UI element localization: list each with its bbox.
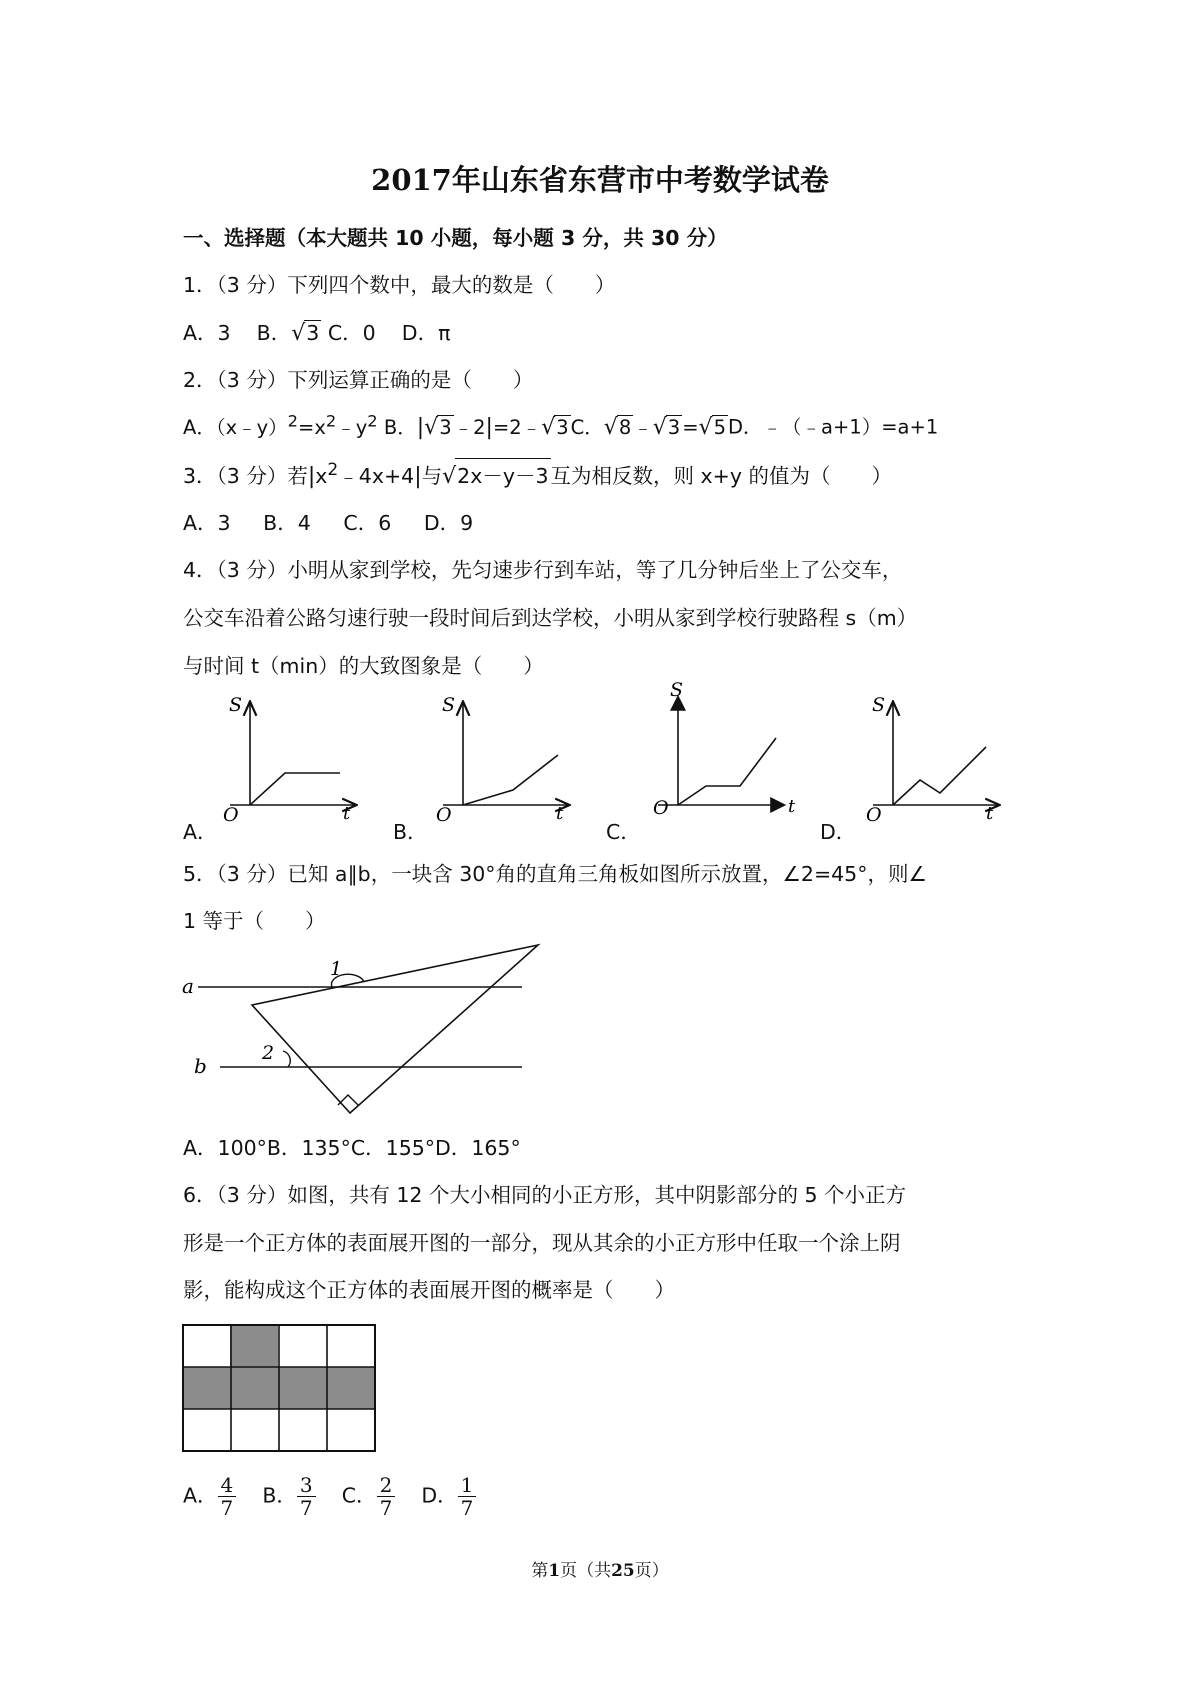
q2-b-radicand: 3	[439, 415, 452, 439]
q3-radicand: 2x－y－3	[455, 458, 550, 489]
q5-line1: 5．（3 分）已知 a∥b，一块含 30°角的直角三角板如图所示放置，∠2=45°，则∠	[183, 862, 927, 886]
q4-line3: 与时间 t（min）的大致图象是（ ）	[183, 654, 544, 678]
sqrt-symbol: √3	[291, 321, 320, 346]
q6-grid-figure	[182, 1324, 378, 1454]
shaded-cell	[230, 1325, 278, 1367]
q2-a-part: =x	[298, 415, 326, 439]
origin-label: O	[653, 797, 669, 819]
q3-part: 与	[421, 464, 443, 488]
q4-graph-d	[858, 694, 1008, 826]
q2-c-label: C．	[570, 415, 604, 439]
origin-label: O	[866, 804, 882, 826]
q2-options	[183, 411, 938, 440]
q2-option-b	[384, 416, 571, 439]
sqrt-symbol: √8	[603, 414, 632, 440]
q5-line2: 1 等于（ ）	[183, 909, 326, 933]
q2-option-d: D．﹣（﹣a+1）=a+1	[728, 415, 939, 439]
line-b-label: b	[194, 1054, 207, 1078]
q2-b-part: ﹣2	[453, 415, 486, 439]
q2-c-part: ﹣	[633, 415, 653, 439]
q4-graph-a	[215, 694, 365, 826]
t-label: t	[986, 803, 994, 824]
t-label: t	[343, 803, 351, 824]
t-label: t	[788, 796, 796, 817]
angle-1-label: 1	[330, 958, 343, 980]
q3-option-b: B．4	[263, 511, 311, 535]
denominator: 7	[379, 1496, 393, 1520]
q6-option-b-label: B．	[262, 1483, 297, 1508]
q5-options: A．100°B．135°C．155°D．165°	[183, 1136, 521, 1160]
q6-option-a-label: A．	[183, 1483, 218, 1508]
page-number: 1	[548, 1561, 561, 1581]
q2-a-part: A．（x﹣y）	[183, 415, 288, 439]
section-heading: 一、选择题（本大题共 10 小题，每小题 3 分，共 30 分）	[183, 226, 728, 250]
q1-option-a: A．3	[183, 321, 231, 345]
q3-stem	[183, 458, 892, 489]
numerator: 3	[297, 1474, 316, 1497]
q3-option-c: C．6	[343, 511, 392, 535]
graph-a-line	[250, 773, 340, 805]
q1-option-b-radicand: 3	[306, 321, 320, 345]
q2-c-part: =	[682, 415, 699, 439]
footer-part: 第	[531, 1561, 549, 1581]
angle-2-arc	[283, 1051, 290, 1067]
denominator: 7	[299, 1496, 313, 1520]
q3-part: ﹣4x+4	[338, 464, 415, 488]
q6-line3: 影，能构成这个正方体的表面展开图的概率是（ ）	[183, 1278, 675, 1302]
q6-line1: 6．（3 分）如图，共有 12 个大小相同的小正方形，其中阴影部分的 5 个小正方	[183, 1183, 907, 1207]
q4-option-d: D．	[820, 820, 857, 844]
denominator: 7	[460, 1496, 474, 1520]
q6-option-c-fraction	[377, 1474, 396, 1519]
origin-label: O	[436, 804, 452, 826]
q2-option-c	[571, 416, 728, 439]
q1-options	[183, 316, 450, 346]
page-footer	[0, 1556, 1200, 1581]
q2-option-a	[183, 411, 378, 439]
q3-option-d: D．9	[423, 511, 474, 535]
q1-stem: 1．（3 分）下列四个数中，最大的数是（ ）	[183, 273, 616, 297]
q1-option-c: C．0	[327, 321, 376, 345]
origin-label: O	[223, 804, 239, 826]
q1-option-b-label: B．	[256, 321, 292, 345]
q3-part: x	[315, 464, 328, 488]
q3-exp: 2	[327, 460, 339, 481]
abs-bar: |	[416, 414, 425, 440]
page-title: 2017年山东省东营市中考数学试卷	[371, 163, 829, 197]
abs-bar: |	[414, 464, 422, 489]
numerator: 2	[377, 1474, 396, 1497]
q4-graph-c	[648, 679, 798, 819]
footer-part: 页（共	[560, 1561, 612, 1581]
q3-part: 3．（3 分）若	[183, 464, 308, 488]
sqrt-symbol: √2x－y－3	[442, 458, 550, 489]
q2-b-radicand: 3	[556, 415, 569, 439]
q3-options	[183, 506, 473, 536]
sqrt-symbol: √5	[698, 414, 726, 440]
q6-option-a-fraction	[218, 1474, 237, 1519]
total-pages: 25	[611, 1561, 635, 1581]
sqrt-symbol: √3	[541, 414, 569, 440]
q4-option-a: A．	[183, 820, 218, 844]
q4-line1: 4．（3 分）小明从家到学校，先匀速步行到车站，等了几分钟后坐上了公交车，	[183, 558, 903, 582]
denominator: 7	[220, 1496, 234, 1520]
t-label: t	[556, 803, 564, 824]
sqrt-symbol: √3	[652, 414, 681, 440]
q6-option-d-label: D．	[421, 1483, 458, 1508]
abs-bar: |	[307, 464, 316, 489]
sqrt-symbol: √3	[424, 414, 452, 440]
s-label: S	[229, 694, 243, 716]
graph-d-line	[893, 747, 986, 805]
q4-graph-b	[428, 694, 578, 826]
q2-a-exp: 2	[287, 411, 299, 430]
q6-option-b-fraction	[297, 1474, 316, 1519]
q6-line2: 形是一个正方体的表面展开图的一部分，现从其余的小正方形中任取一个涂上阴	[183, 1231, 901, 1255]
numerator: 1	[458, 1474, 477, 1497]
q6-option-d-fraction	[458, 1474, 477, 1519]
q4-line2: 公交车沿着公路匀速行驶一段时间后到达学校，小明从家到学校行驶路程 s（m）	[183, 606, 918, 630]
q3-part: 互为相反数，则 x+y 的值为（ ）	[550, 464, 892, 488]
s-label: S	[442, 694, 456, 716]
graph-b-line	[463, 755, 558, 805]
q4-option-b: B．	[393, 820, 428, 844]
q6-option-c-label: C．	[341, 1483, 377, 1508]
numerator: 4	[218, 1474, 237, 1497]
q2-c-radicand: 3	[667, 415, 681, 439]
q2-c-radicand: 8	[618, 415, 632, 439]
q2-b-label: B．	[383, 415, 417, 439]
footer-part: 页）	[634, 1561, 669, 1581]
graph-c-line	[678, 738, 776, 805]
q6-options	[183, 1474, 476, 1519]
q2-a-exp: 2	[367, 411, 378, 430]
s-label: S	[872, 694, 886, 716]
q2-b-part: =2﹣	[492, 415, 542, 439]
q2-c-radicand: 5	[713, 415, 726, 439]
q4-option-c: C．	[606, 820, 641, 844]
line-a-label: a	[182, 974, 194, 998]
q2-a-exp: 2	[325, 411, 337, 430]
q1-option-d: D．π	[401, 321, 451, 345]
q2-stem: 2．（3 分）下列运算正确的是（ ）	[183, 368, 534, 392]
s-label: S	[670, 679, 684, 701]
abs-bar: |	[485, 414, 493, 440]
q3-option-a: A．3	[183, 511, 231, 535]
q2-a-part: ﹣y	[336, 415, 368, 439]
angle-2-label: 2	[262, 1042, 275, 1064]
set-square	[252, 945, 538, 1113]
q5-triangle-figure	[180, 935, 560, 1115]
